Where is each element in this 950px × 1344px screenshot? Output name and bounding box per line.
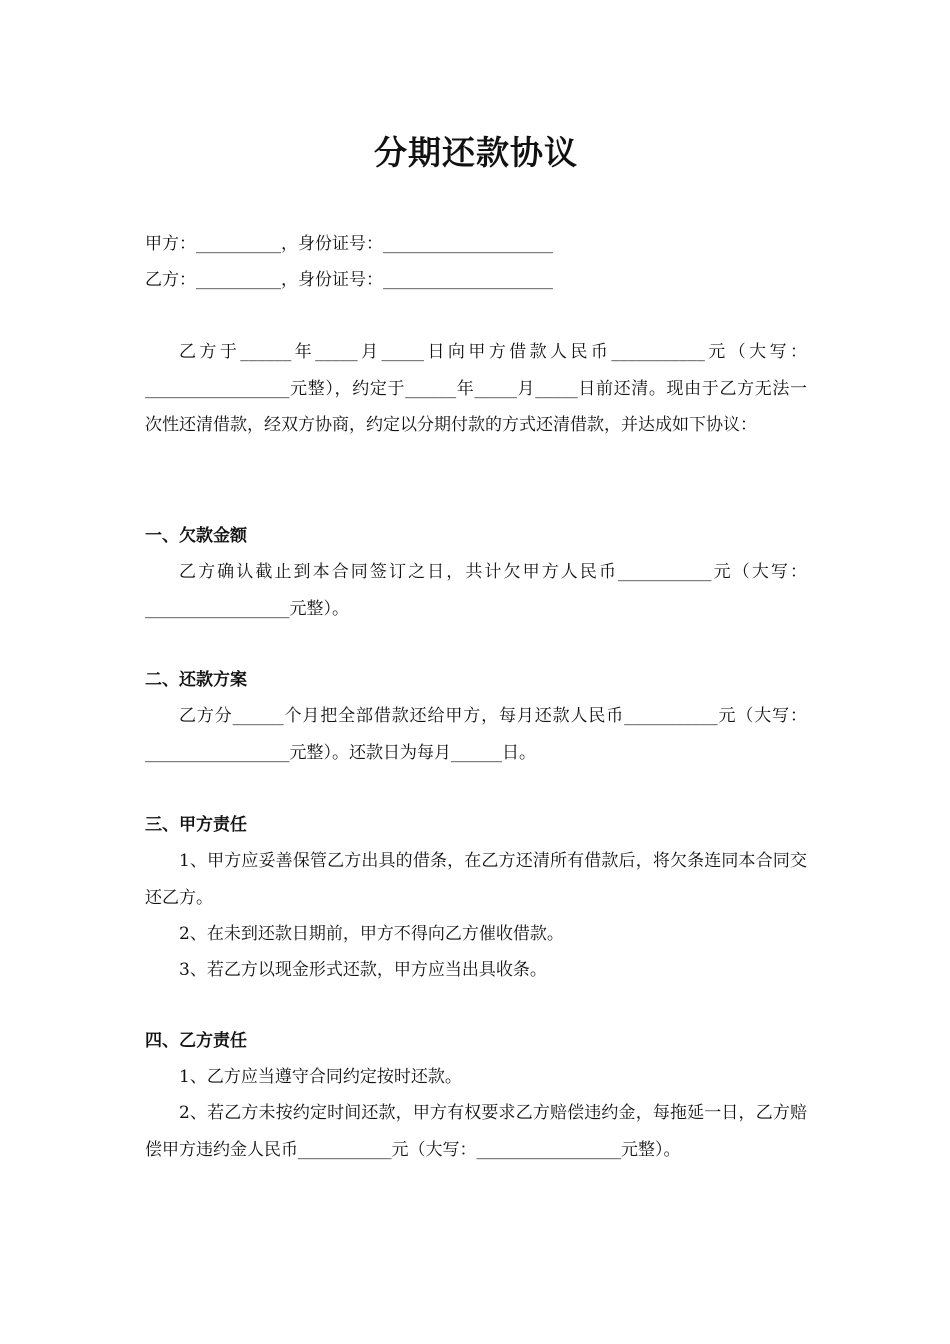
- section-paragraph: 2、若乙方未按约定时间还款，甲方有权要求乙方赔偿违约金，每拖延一日，乙方赔偿甲方违约金人民币___________元（大写：_________________元整）。: [145, 1103, 807, 1160]
- section-heading: 三、甲方责任: [145, 815, 247, 835]
- section-heading: 二、还款方案: [145, 670, 247, 690]
- party-b-line: 乙方：__________，身份证号：____________________: [145, 270, 553, 290]
- intro-paragraph: 乙方于______年_____月_____日向甲方借款人民币___________元（大写：_________________元整），约定于______年_____月_____日前还清。现由于乙方无法一次性还清借款，经双方协商，约定以分期付款的方式还清借款，并达成如下协议：: [145, 342, 807, 435]
- section-heading: 四、乙方责任: [145, 1031, 247, 1051]
- document-title: 分期还款协议: [374, 133, 578, 172]
- section-paragraph: 1、甲方应妥善保管乙方出具的借条，在乙方还清所有借款后，将欠条连同本合同交还乙方。: [145, 851, 807, 908]
- section-paragraph: 1、乙方应当遵守合同约定按时还款。: [179, 1067, 462, 1087]
- section-paragraph: 3、若乙方以现金形式还款，甲方应当出具收条。: [179, 960, 547, 980]
- section-paragraph: 乙方确认截止到本合同签订之日，共计欠甲方人民币___________元（大写：_________________元整）。: [145, 562, 807, 619]
- party-a-line: 甲方：__________，身份证号：____________________: [145, 234, 553, 254]
- section-heading: 一、欠款金额: [145, 526, 247, 546]
- section-paragraph: 2、在未到还款日期前，甲方不得向乙方催收借款。: [179, 924, 564, 944]
- section-paragraph: 乙方分______个月把全部借款还给甲方，每月还款人民币___________元（大写：_________________元整）。还款日为每月______日。: [145, 706, 807, 763]
